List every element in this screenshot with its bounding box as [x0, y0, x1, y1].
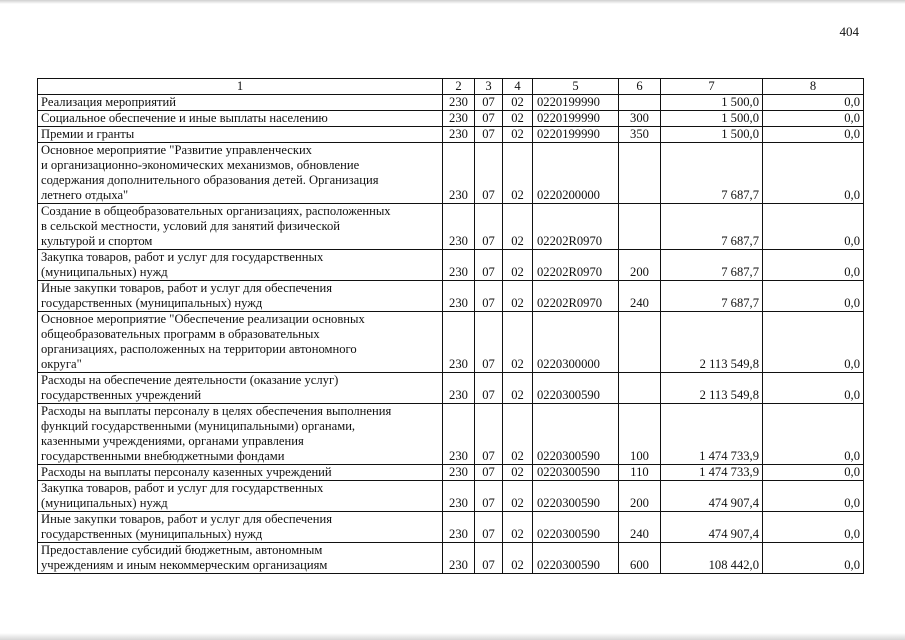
subsection-code-cell: 02	[503, 250, 533, 281]
scan-edge-bottom	[0, 633, 905, 640]
ministry-code-cell: 230	[443, 465, 475, 481]
table-row	[38, 204, 864, 250]
amount-cell: 1 500,0	[661, 127, 763, 143]
table-row	[38, 312, 864, 373]
section-code-cell: 07	[475, 95, 503, 111]
column-number-row	[38, 79, 864, 95]
column-header: 5	[533, 79, 619, 95]
target-article-cell: 0220199990	[533, 127, 619, 143]
table-row	[38, 127, 864, 143]
ministry-code-cell: 230	[443, 373, 475, 404]
subsection-code-cell: 02	[503, 404, 533, 465]
target-article-cell: 0220200000	[533, 143, 619, 204]
item-name-cell: Создание в общеобразовательных организациях, расположенных в сельской местности, условий для занятий физической культурой и спортом	[38, 204, 443, 250]
expense-type-cell	[619, 95, 661, 111]
item-name-cell: Социальное обеспечение и иные выплаты населению	[38, 111, 443, 127]
target-article-cell: 0220300000	[533, 312, 619, 373]
scan-edge-top	[0, 0, 905, 4]
target-article-cell: 02202R0970	[533, 204, 619, 250]
target-article-cell: 0220300590	[533, 543, 619, 574]
target-article-cell: 02202R0970	[533, 281, 619, 312]
amount-cell: 7 687,7	[661, 281, 763, 312]
section-code-cell: 07	[475, 281, 503, 312]
section-code-cell: 07	[475, 512, 503, 543]
expense-type-cell	[619, 312, 661, 373]
expense-type-cell: 300	[619, 111, 661, 127]
expense-type-cell	[619, 204, 661, 250]
ministry-code-cell: 230	[443, 111, 475, 127]
ministry-code-cell: 230	[443, 481, 475, 512]
amount-cell: 2 113 549,8	[661, 373, 763, 404]
item-name-cell: Расходы на обеспечение деятельности (оказание услуг) государственных учреждений	[38, 373, 443, 404]
table-row	[38, 143, 864, 204]
target-article-cell: 0220300590	[533, 373, 619, 404]
item-name-cell: Расходы на выплаты персоналу в целях обеспечения выполнения функций государственными (муниципальными) органами, казенными учреждениями, органами управления государственными внебюджетными фондами	[38, 404, 443, 465]
amount-cell-2: 0,0	[763, 281, 864, 312]
amount-cell: 1 500,0	[661, 111, 763, 127]
ministry-code-cell: 230	[443, 312, 475, 373]
amount-cell: 2 113 549,8	[661, 312, 763, 373]
table-row	[38, 111, 864, 127]
ministry-code-cell: 230	[443, 204, 475, 250]
ministry-code-cell: 230	[443, 143, 475, 204]
item-name-cell: Закупка товаров, работ и услуг для государственных (муниципальных) нужд	[38, 250, 443, 281]
item-name-cell: Основное мероприятие "Обеспечение реализации основных общеобразовательных программ в образовательных организациях, расположенных на территории автономного округа"	[38, 312, 443, 373]
target-article-cell: 0220300590	[533, 512, 619, 543]
item-name-cell: Премии и гранты	[38, 127, 443, 143]
ministry-code-cell: 230	[443, 281, 475, 312]
amount-cell: 1 474 733,9	[661, 465, 763, 481]
column-header: 6	[619, 79, 661, 95]
table-row	[38, 250, 864, 281]
ministry-code-cell: 230	[443, 127, 475, 143]
budget-table	[37, 78, 864, 574]
column-header: 8	[763, 79, 864, 95]
section-code-cell: 07	[475, 543, 503, 574]
section-code-cell: 07	[475, 481, 503, 512]
subsection-code-cell: 02	[503, 111, 533, 127]
section-code-cell: 07	[475, 312, 503, 373]
section-code-cell: 07	[475, 373, 503, 404]
amount-cell-2: 0,0	[763, 373, 864, 404]
section-code-cell: 07	[475, 143, 503, 204]
column-header: 7	[661, 79, 763, 95]
subsection-code-cell: 02	[503, 281, 533, 312]
table-row	[38, 373, 864, 404]
target-article-cell: 0220300590	[533, 481, 619, 512]
amount-cell-2: 0,0	[763, 312, 864, 373]
amount-cell-2: 0,0	[763, 404, 864, 465]
column-header: 4	[503, 79, 533, 95]
subsection-code-cell: 02	[503, 204, 533, 250]
expense-type-cell: 200	[619, 250, 661, 281]
table-row	[38, 281, 864, 312]
subsection-code-cell: 02	[503, 143, 533, 204]
target-article-cell: 02202R0970	[533, 250, 619, 281]
amount-cell-2: 0,0	[763, 250, 864, 281]
expense-type-cell: 240	[619, 512, 661, 543]
expense-type-cell: 240	[619, 281, 661, 312]
section-code-cell: 07	[475, 404, 503, 465]
amount-cell: 474 907,4	[661, 481, 763, 512]
amount-cell: 108 442,0	[661, 543, 763, 574]
expense-type-cell: 600	[619, 543, 661, 574]
table-row	[38, 404, 864, 465]
amount-cell-2: 0,0	[763, 204, 864, 250]
amount-cell: 474 907,4	[661, 512, 763, 543]
section-code-cell: 07	[475, 250, 503, 281]
amount-cell-2: 0,0	[763, 481, 864, 512]
subsection-code-cell: 02	[503, 127, 533, 143]
item-name-cell: Иные закупки товаров, работ и услуг для обеспечения государственных (муниципальных) нужд	[38, 281, 443, 312]
table-row	[38, 543, 864, 574]
page-number: 404	[839, 24, 859, 39]
item-name-cell: Реализация мероприятий	[38, 95, 443, 111]
table-row	[38, 512, 864, 543]
target-article-cell: 0220199990	[533, 95, 619, 111]
amount-cell-2: 0,0	[763, 465, 864, 481]
amount-cell-2: 0,0	[763, 512, 864, 543]
expense-type-cell: 100	[619, 404, 661, 465]
amount-cell: 7 687,7	[661, 250, 763, 281]
amount-cell-2: 0,0	[763, 543, 864, 574]
expense-type-cell: 110	[619, 465, 661, 481]
subsection-code-cell: 02	[503, 312, 533, 373]
target-article-cell: 0220199990	[533, 111, 619, 127]
column-header: 1	[38, 79, 443, 95]
item-name-cell: Иные закупки товаров, работ и услуг для обеспечения государственных (муниципальных) нужд	[38, 512, 443, 543]
item-name-cell: Основное мероприятие "Развитие управленческих и организационно-экономических механизмов, обновление содержания дополнительного образования детей. Организация летнего отдыха"	[38, 143, 443, 204]
target-article-cell: 0220300590	[533, 465, 619, 481]
item-name-cell: Закупка товаров, работ и услуг для государственных (муниципальных) нужд	[38, 481, 443, 512]
expense-type-cell	[619, 373, 661, 404]
amount-cell: 7 687,7	[661, 143, 763, 204]
ministry-code-cell: 230	[443, 543, 475, 574]
section-code-cell: 07	[475, 465, 503, 481]
ministry-code-cell: 230	[443, 404, 475, 465]
amount-cell: 1 500,0	[661, 95, 763, 111]
ministry-code-cell: 230	[443, 250, 475, 281]
subsection-code-cell: 02	[503, 512, 533, 543]
amount-cell: 1 474 733,9	[661, 404, 763, 465]
table-row	[38, 481, 864, 512]
ministry-code-cell: 230	[443, 512, 475, 543]
amount-cell-2: 0,0	[763, 143, 864, 204]
amount-cell: 7 687,7	[661, 204, 763, 250]
subsection-code-cell: 02	[503, 481, 533, 512]
amount-cell-2: 0,0	[763, 111, 864, 127]
column-header: 2	[443, 79, 475, 95]
subsection-code-cell: 02	[503, 465, 533, 481]
expense-type-cell	[619, 143, 661, 204]
amount-cell-2: 0,0	[763, 127, 864, 143]
section-code-cell: 07	[475, 204, 503, 250]
section-code-cell: 07	[475, 111, 503, 127]
table-row	[38, 95, 864, 111]
expense-type-cell: 350	[619, 127, 661, 143]
section-code-cell: 07	[475, 127, 503, 143]
subsection-code-cell: 02	[503, 95, 533, 111]
target-article-cell: 0220300590	[533, 404, 619, 465]
ministry-code-cell: 230	[443, 95, 475, 111]
table-row	[38, 465, 864, 481]
subsection-code-cell: 02	[503, 543, 533, 574]
subsection-code-cell: 02	[503, 373, 533, 404]
amount-cell-2: 0,0	[763, 95, 864, 111]
item-name-cell: Предоставление субсидий бюджетным, автономным учреждениям и иным некоммерческим организациям	[38, 543, 443, 574]
table-body	[38, 79, 864, 574]
expense-type-cell: 200	[619, 481, 661, 512]
item-name-cell: Расходы на выплаты персоналу казенных учреждений	[38, 465, 443, 481]
column-header: 3	[475, 79, 503, 95]
